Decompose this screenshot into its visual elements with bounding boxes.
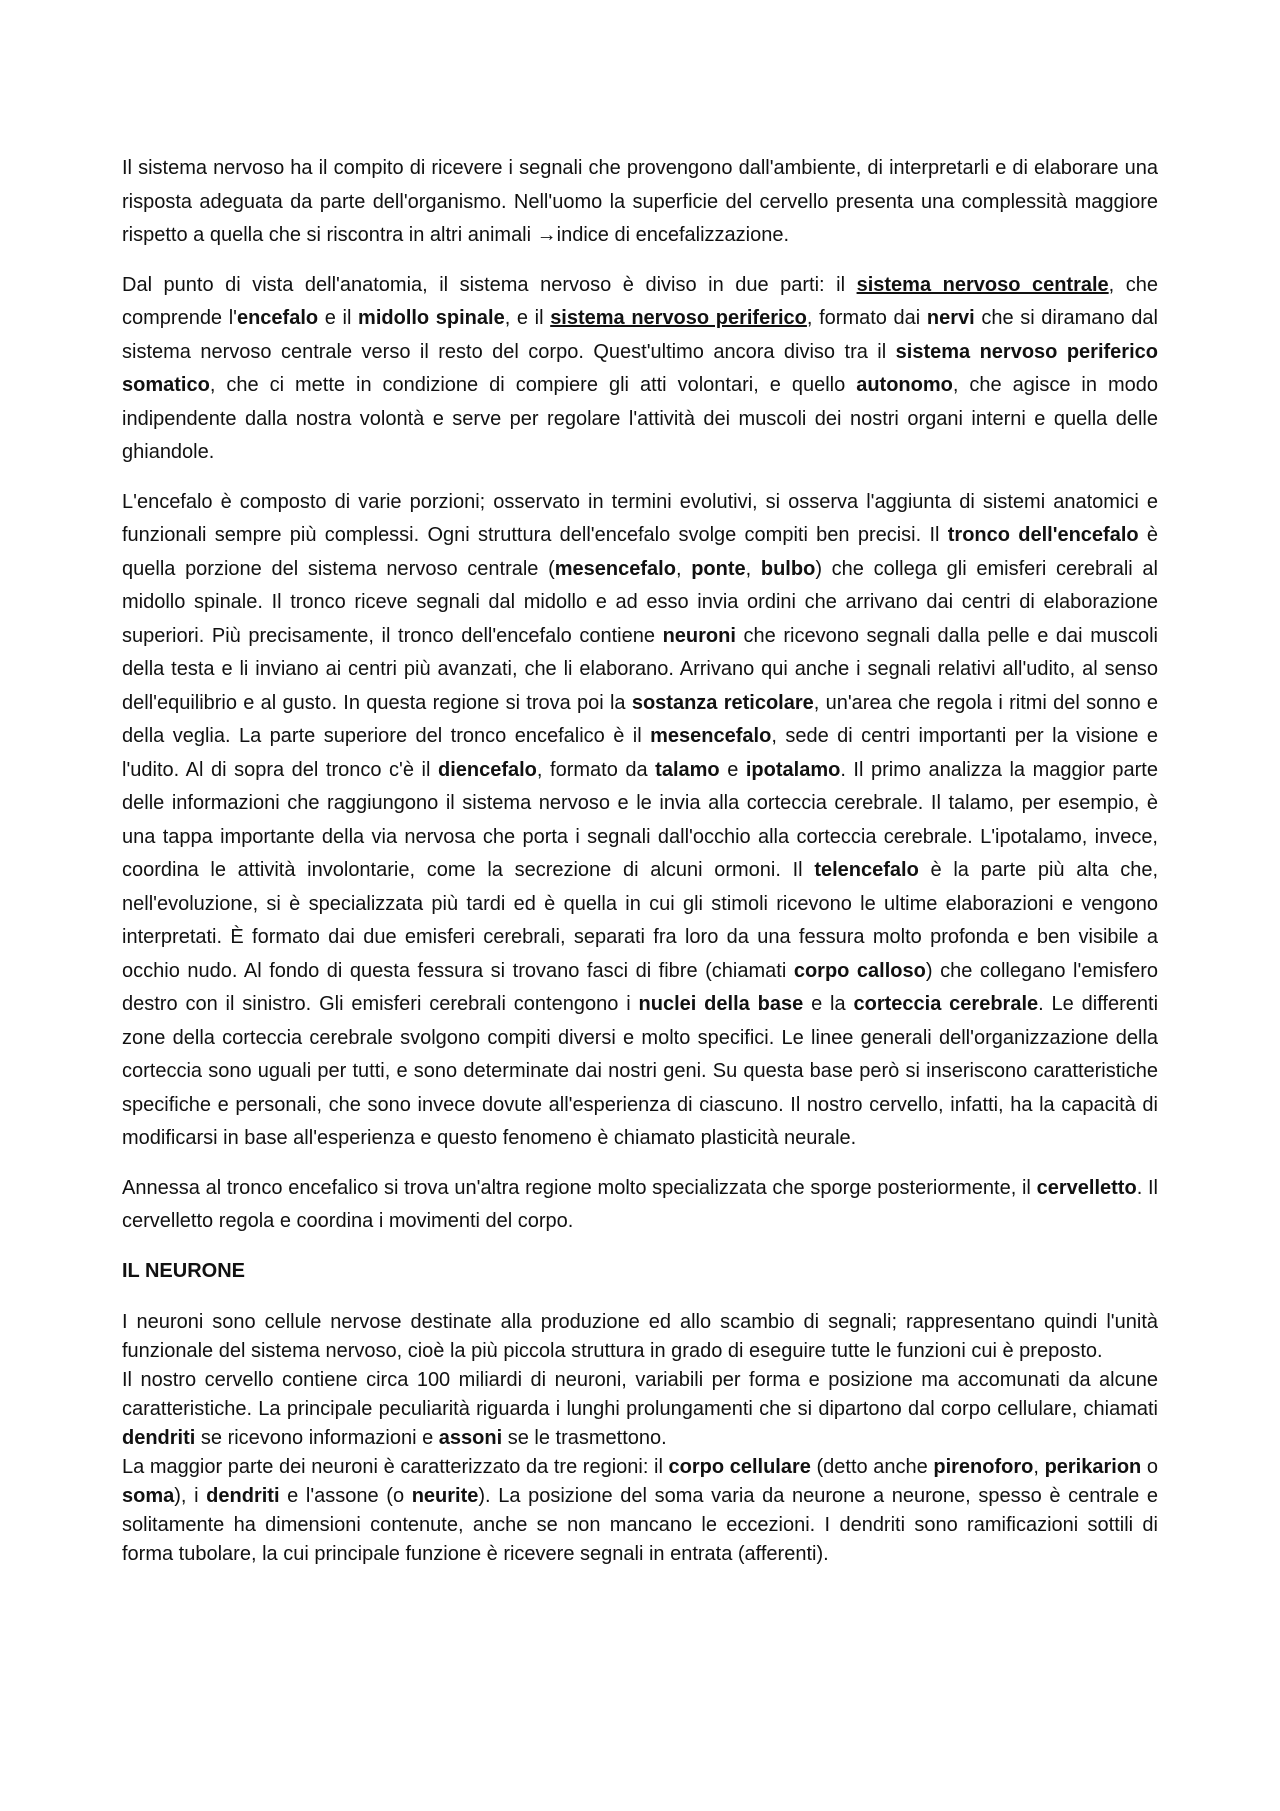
section-heading-neurone: IL NEURONE bbox=[122, 1259, 245, 1282]
text-run: Annessa al tronco encefalico si trova un'altra regione molto specializzata che sporge posteriormente, il bbox=[122, 1176, 1037, 1199]
paragraph-neuroni-regioni bbox=[122, 1453, 1158, 1569]
text-run: , che ci mette in condizione di compiere gli atti volontari, e quello bbox=[209, 374, 857, 396]
key-term-underlined: sistema nervoso periferico bbox=[550, 307, 807, 329]
text-run: è quella porzione del sistema nervoso centrale ( bbox=[122, 524, 1159, 580]
key-term: midollo spinale bbox=[358, 307, 505, 329]
text-run: che ricevono segnali dalla pelle e dai muscoli della testa e li inviano ai centri più avanzati, che li elaborano. Arrivano qui anche i segnali relativi all'udito, al senso dell'equilibrio e al gusto. In questa regione si trova poi la bbox=[122, 624, 1158, 714]
key-term: mesencefalo bbox=[554, 557, 676, 580]
text-run: , formato dai bbox=[806, 307, 927, 329]
text-run: o bbox=[1141, 1455, 1159, 1478]
text-run: è la parte più alta che, nell'evoluzione, si è specializzata più tardi ed è quella in cui gli stimoli ricevono le ultime elaborazioni e vengono interpretati. È formato dai due emisferi cerebrali, separati fra loro da una fessura molto profonda e ben visibile a occhio nudo. Al fondo di questa fessura si trovano fasci di fibre (chiamati bbox=[122, 859, 1158, 982]
key-term: nervi bbox=[926, 307, 975, 329]
key-term: nuclei della base bbox=[638, 993, 804, 1015]
text-run: e l'assone (o bbox=[279, 1484, 412, 1507]
text-run: → bbox=[536, 224, 557, 246]
key-term: dendriti bbox=[122, 1426, 196, 1449]
key-term: assoni bbox=[438, 1426, 503, 1449]
key-term: bulbo bbox=[760, 557, 816, 580]
text-run: . Il primo analizza la maggior parte delle informazioni che raggiungono il sistema nervoso e le invia alla corteccia cerebrale. Il talamo, per esempio, è una tappa importante della via nervosa che porta i segnali dall'occhio alla corteccia cerebrale. L'ipotalamo, invece, coordina le attività involontarie, come la secrezione di alcuni ormoni. Il bbox=[122, 758, 1158, 881]
text-run: indice di encefalizzazione. bbox=[556, 224, 790, 246]
key-term: autonomo bbox=[856, 374, 953, 396]
text-run: se ricevono informazioni e bbox=[195, 1426, 439, 1449]
text-run: ). La posizione del soma varia da neurone a neurone, spesso è centrale e solitamente ha dimensioni contenute, anche se non mancano le eccezioni. I dendriti sono ramificazioni sottili di forma tubolare, la cui principale funzione è ricevere segnali in entrata (afferenti). bbox=[122, 1484, 1158, 1565]
text-run: se le trasmettono. bbox=[502, 1426, 667, 1449]
key-term: neurite bbox=[411, 1484, 479, 1507]
key-term: talamo bbox=[655, 758, 720, 781]
key-term: corteccia cerebrale bbox=[853, 993, 1039, 1015]
key-term: corpo cellulare bbox=[668, 1455, 811, 1478]
key-term: soma bbox=[122, 1484, 175, 1507]
text-run: ), i bbox=[174, 1484, 207, 1507]
text-run: , e il bbox=[504, 307, 551, 329]
key-term: pirenoforo bbox=[933, 1455, 1034, 1478]
text-run: , che comprende l' bbox=[122, 273, 1159, 329]
key-term: corpo calloso bbox=[793, 959, 926, 982]
text-run: La maggior parte dei neuroni è caratterizzato da tre regioni: il bbox=[122, 1455, 669, 1478]
text-run: che si diramano dal sistema nervoso centrale verso il resto del corpo. Quest'ultimo ancora diviso tra il bbox=[122, 307, 1158, 363]
text-run: e il bbox=[318, 307, 359, 329]
text-run: (detto anche bbox=[810, 1455, 934, 1478]
text-run: , un'area che regola i ritmi del sonno e della veglia. La parte superiore del tronco encefalico è il bbox=[122, 691, 1158, 747]
text-run: Il nostro cervello contiene circa 100 miliardi di neuroni, variabili per forma e posizione ma accomunati da alcune caratteristiche. La principale peculiarità riguarda i lunghi prolungamenti che si dipartono dal corpo cellulare, chiamati bbox=[122, 1368, 1158, 1420]
text-run: . Il cervelletto regola e coordina i movimenti del corpo. bbox=[122, 1176, 1158, 1232]
key-term: perikarion bbox=[1044, 1455, 1142, 1478]
text-run: I neuroni sono cellule nervose destinate alla produzione ed allo scambio di segnali; rappresentano quindi l'unità funzionale del sistema nervoso, cioè la più piccola struttura in grado di eseguire tutte le funzioni cui è preposto. bbox=[122, 1310, 1158, 1362]
key-term: diencefalo bbox=[437, 758, 537, 781]
text-run: , bbox=[675, 557, 692, 580]
text-run: Dal punto di vista dell'anatomia, il sistema nervoso è diviso in due parti: il bbox=[122, 273, 857, 296]
text-run: e la bbox=[803, 993, 854, 1015]
key-term-underlined: sistema nervoso centrale bbox=[856, 273, 1109, 296]
key-term bbox=[857, 274, 1109, 296]
text-run: , bbox=[745, 557, 761, 580]
paragraph-encefalo bbox=[122, 486, 1158, 1156]
text-run: ) che collegano l'emisfero destro con il sinistro. Gli emisferi cerebrali contengono i bbox=[122, 959, 1158, 1015]
key-term: cervelletto bbox=[1036, 1176, 1137, 1199]
text-run: , che agisce in modo indipendente dalla nostra volontà e serve per regolare l'attività dei muscoli dei nostri organi interni e quella delle ghiandole. bbox=[122, 374, 1159, 463]
key-term: ipotalamo bbox=[745, 758, 841, 781]
paragraph-cervelletto bbox=[122, 1172, 1158, 1239]
paragraph-anatomy bbox=[122, 269, 1158, 470]
key-term bbox=[550, 307, 807, 329]
key-term: neuroni bbox=[662, 624, 736, 647]
text-run: . Le differenti zone della corteccia cerebrale svolgono compiti diversi e molto specifici. Le linee generali dell'organizzazione della corteccia sono uguali per tutti, e sono determinate dai nostri geni. Su questa base però si inseriscono caratteristiche specifiche e personali, che sono invece dovute all'esperienza di ciascuno. Il nostro cervello, infatti, ha la capacità di modificarsi in base all'esperienza e questo fenomeno è chiamato plasticità neurale. bbox=[122, 993, 1159, 1149]
key-term: encefalo bbox=[236, 307, 319, 329]
key-term: sistema nervoso periferico somatico bbox=[122, 340, 1158, 396]
paragraph-neuroni-def bbox=[122, 1308, 1158, 1366]
text-run: , bbox=[1033, 1455, 1045, 1478]
text-run: e bbox=[719, 758, 746, 781]
key-term: dendriti bbox=[206, 1484, 280, 1507]
text-run: ) che collega gli emisferi cerebrali al midollo spinale. Il tronco riceve segnali dal midollo e ad esso invia ordini che arrivano dai centri di elaborazione superiori. Più precisamente, il tronco dell'encefalo contiene bbox=[122, 557, 1158, 647]
key-term: telencefalo bbox=[814, 859, 919, 881]
text-run: , sede di centri importanti per la visione e l'udito. Al di sopra del tronco c'è il bbox=[122, 725, 1158, 781]
key-term: ponte bbox=[691, 557, 746, 580]
text-run: L'encefalo è composto di varie porzioni; osservato in termini evolutivi, si osserva l'aggiunta di sistemi anatomici e funzionali sempre più complessi. Ogni struttura dell'encefalo svolge compiti ben precisi. Il bbox=[122, 490, 1158, 546]
key-term: mesencefalo bbox=[650, 725, 772, 747]
text-run: Il sistema nervoso ha il compito di ricevere i segnali che provengono dall'ambiente, di interpretarli e di elaborare una risposta adeguata da parte dell'organismo. Nell'uomo la superficie del cervello presenta una complessità maggiore rispetto a quella che si riscontra in altri animali bbox=[122, 157, 1158, 246]
key-term: tronco dell'encefalo bbox=[947, 524, 1139, 546]
text-run: , formato da bbox=[536, 758, 656, 781]
paragraph-intro bbox=[122, 152, 1158, 253]
paragraph-neuroni-count bbox=[122, 1366, 1158, 1453]
key-term: sostanza reticolare bbox=[631, 691, 814, 714]
